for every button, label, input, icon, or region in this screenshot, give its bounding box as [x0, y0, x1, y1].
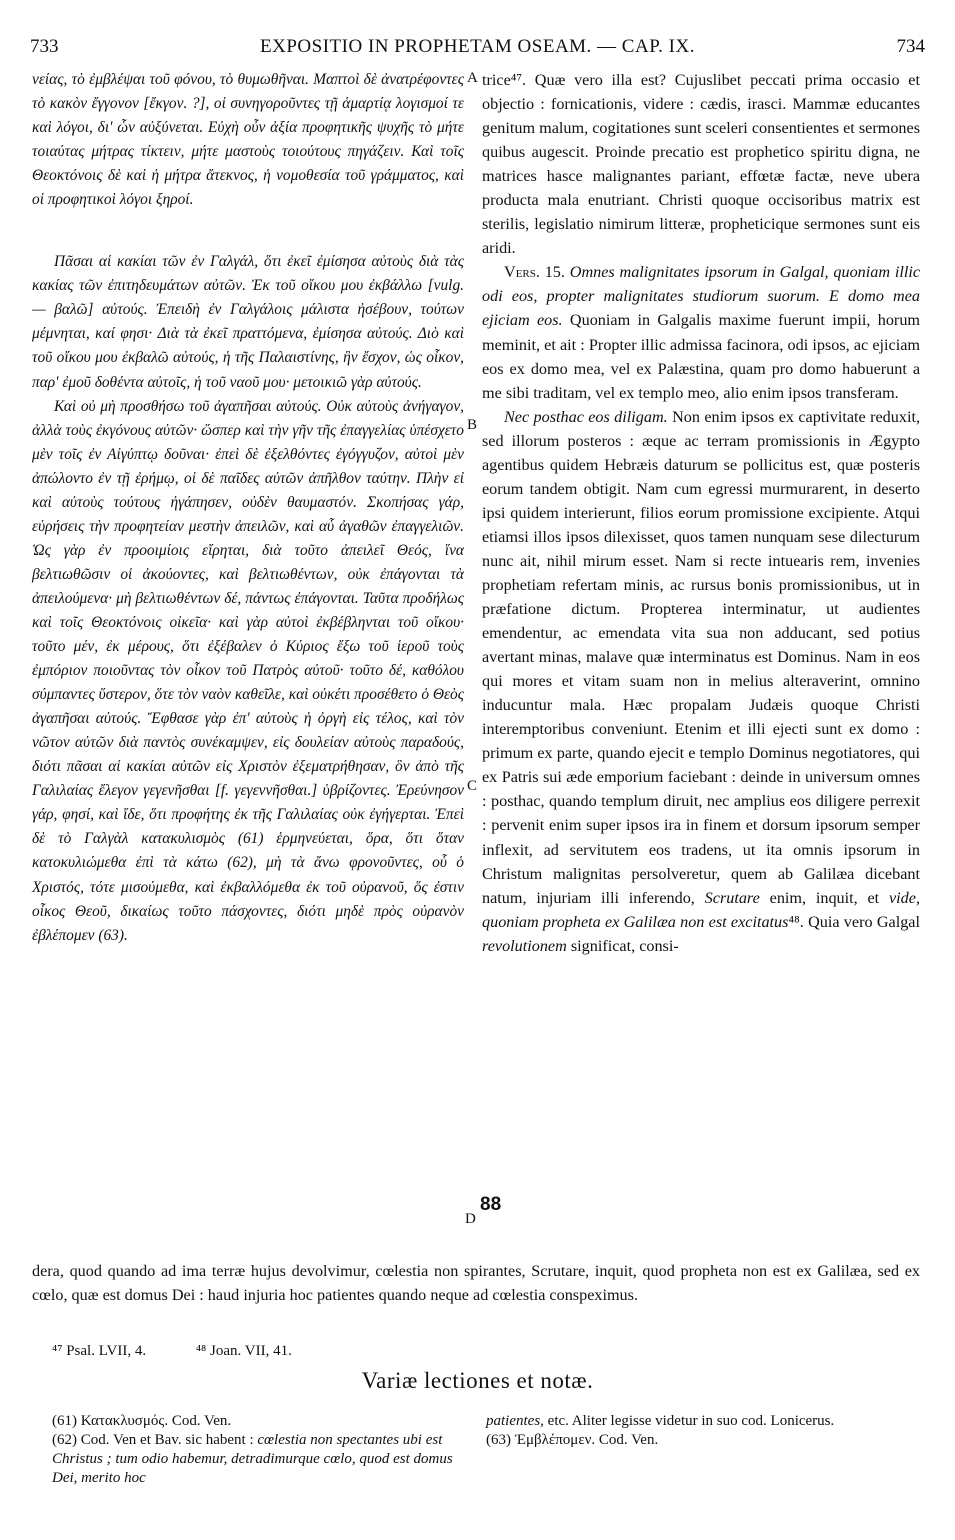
note-62-intro: (62) Cod. Ven et Bav. sic habent : [52, 1432, 254, 1448]
variae-lectiones-heading: Variæ lectiones et notæ. [361, 1368, 594, 1393]
note-62-quote: cœlestia non spectantes ubi est Christus ; tum odio habemur, detradimurque cœlo, quod est domus Dei, merito hoc [52, 1432, 453, 1486]
verse-commentary: Quoniam in Galgalis maxime fuerunt impii, horum meminit, et ait : Propter illic admissa facinora, odi ipsos, ac ejiciam eos ex domo mea, vel ex Palæstina, quam pro domo habuerunt a me sibi traditam, vel ex templo meo, alio enim ipsos transferam. [482, 311, 920, 402]
greek-paragraph-1: νείας, τὸ ἐμβλέψαι τοῦ φόνου, τὸ θυμωθῆναι. Μαπτοὶ δὲ ἀνατρέφοντες τὸ κακὸν ἔγγονον [ἔκγον. ?], οἱ συνηγοροῦντες τῇ ἁμαρτίᾳ λογισμοί τε καὶ λόγοι, δι' ὧν αὐξύνεται. Εὐχὴ οὖν ἀξία προφητικῆς ψυχῆς τὸ μήτε τοιαύτας μήτρας τίκτειν, μήτε μαστοὺς τοιούτους πηγάζειν. Καὶ τοῖς Θεοκτόνοις δὲ καὶ ἡ μήτρα ἄτεκνος, ἡ νομοθεσία τοῦ γράμματος, καὶ οἱ προφητικοὶ λόγοι ξηροί. [32, 71, 464, 209]
lemma-nec-posthac: Nec posthac eos diligam. [504, 407, 668, 426]
commentary-end: . Quia vero Galgal [799, 912, 920, 931]
column-number-marker: 88 [480, 1194, 502, 1215]
margin-letter-b: B [467, 417, 478, 433]
note-62-continued [486, 1412, 916, 1431]
latin-paragraph-2 [482, 260, 920, 404]
latin-paragraph-3 [482, 405, 920, 958]
word-revolutionem: revolutionem [482, 936, 567, 955]
quote-vide: vide, quoniam propheta ex Galilæa non est excitatus [482, 888, 921, 931]
note-62 [52, 1431, 462, 1488]
verse-label: Vers. 15. [504, 263, 565, 282]
footnote-47: ⁴⁷ Psal. LVII, 4. [52, 1343, 147, 1359]
footnotes [52, 1343, 338, 1360]
verse-lemma: Omnes malignitates ipsorum in Galgal, quoniam illic odi eos, propter malignitates studiorum suorum. E domo mea ejiciam eos. [482, 263, 921, 330]
continuation-text: dera, quod quando ad ima terræ hujus devolvimur, cœlestia non spirantes, Scrutare, inquit, quod propheta non est ex Galilæa, sed ex cœlo, quæ est domus Dei : haud injuria hoc patientes quando neque ad cœlestia conspeximus. [32, 1262, 920, 1304]
note-63: (63) Ἐμβλέπομεν. Cod. Ven. [486, 1432, 659, 1448]
greek-column [32, 68, 464, 948]
page-number-right: 734 [896, 36, 925, 57]
commentary-text: Non enim ipsos ex captivitate reduxit, sed illorum posteros : æque ac terram promissionis in Ægypto agentibus quidem Hebræis daturum se pollicitus est, quæ posteris eorum tandem obtigit. Nam cum egressi murmurarent, in deserto ipsi quidem interierunt, filios eorum promissione excipiente. Atqui etiamsi illos ipsos dilexisset, quos tamen nunquam sese dilecturum nunc ait, nihil mirum esset. Nam si recte intuearis rem, invenies prophetiam refertam minis, ac rursus bonis promissionibus, ut in præfatione dictum. Propterea interminatur, ut audientes emendentur, ac emendata vita sua non adducant, sed potius avertant minas, malave quæ interminatus est Dominus. Nam in eos qui mores et vitam suam non in melius alteraverint, omnino inducuntur mala. Hæc propalam Judæis quoque Christi interemptoribus conveniunt. Etenim et illi ejecti sunt ex domo : primum ex parte, quando ejecit e templo Dominus negotiatores, qui ex Patris sui æde emporium faciebant : deinde in universum omnes : posthac, quando templum diruit, nec amplius eos diligere perrexit : pervenit enim super ipsos ira in finem et dorsum ipsorum semper inflexit, ad servitutem eos tradens, ut ita omnis ipsorum in Christum malignitas persolveretur, quem ab Galilæa dicebant natum, injuriam illi inferendo, [482, 407, 921, 907]
margin-letter-a: A [467, 70, 478, 86]
footnote-ref-48: ⁴⁸ [788, 912, 800, 931]
fullwidth-continuation [32, 1259, 920, 1307]
notes-left-column [52, 1412, 462, 1488]
footnote-48: ⁴⁸ Joan. VII, 41. [195, 1343, 292, 1359]
latin-column [482, 68, 920, 958]
note-62-patientes: patientes, [486, 1413, 544, 1429]
commentary-last: significat, consi- [570, 936, 679, 955]
quote-scrutare: Scrutare [704, 888, 760, 907]
page-header [30, 36, 925, 60]
margin-letter-d: D [465, 1211, 476, 1227]
greek-paragraph-3: Καὶ οὐ μὴ προσθήσω τοῦ ἀγαπῆσαι αὐτούς. Οὐκ αὐτοὺς ἀνήγαγον, ἀλλὰ τοὺς ἐκγόνους αὐτῶν· ὥσπερ καὶ τὴν γῆν τῆς ἐπαγγελίας ὑπέσχετο μὲν τοῖς ἐν Αἰγύπτῳ δοῦναι· ἐπεὶ δὲ ἐξελθόντες ἐγόγγυζον, αὐτοὶ μὲν ἀπώλοντο ἐν τῇ ἐρήμῳ, οἱ δὲ παῖδες αὐτῶν ἀπῆλθον ταύτην. Πλὴν εἰ καὶ αὐτοὺς τούτους ἠγάπησεν, οὐδὲν θαυμαστόν. Σκοπήσας γάρ, εὑρήσεις τὴν προφητείαν μεστὴν ἀπειλῶν, καὶ αὖ ἀγαθῶν ἐπαγγελιῶν. Ὡς γὰρ ἐν προοιμίοις εἴρηται, διὰ τοῦτο ἀπειλεῖ Θεός, ἵνα βελτιωθῶσιν οἱ ἀκούοντες, καὶ βελτιωθέντων, οὐκ ἐπάγονται τὰ ἀπειλούμενα· μὴ βελτιωθέντων δέ, πάντως ἐπάγονται. Ταῦτα προδήλως καὶ τοῖς Θεοκτόνοις οἰκεῖα· καὶ γὰρ αὐτοὶ ἐκβέβληνται τοῦ οἴκου· τοῦτο μέν, ἐκ μέρους, ὅτι ἐξέβαλεν ὁ Κύριος ἔξω τοῦ ἱεροῦ τοὺς ἐμπόριον ποιοῦντας τὸν οἶκον τοῦ Πατρὸς αὐτοῦ· τοῦτο δέ, καθόλου σύμπαντες ὕστερον, ὅτε τὸν ναὸν καθεῖλε, καὶ οὐκέτι προσέθετο ὁ Θεὸς ἀγαπῆσαι αὐτούς. Ἔφθασε γὰρ ἐπ' αὐτοὺς ἡ ὀργὴ εἰς τέλος, καὶ τὸν νῶτον αὐτῶν διὰ παντὸς συνέκαμψεν, εἰς δουλείαν αὐτοὺς παραδούς, διότι πᾶσαι αἱ κακίαι αὐτῶν εἰς Χριστὸν ἐξεματρήθησαν, ὃν ἀπὸ τῆς Γαλιλαίας ἔλεγον γεγενῆσθαι [f. γεγεννῆσθαι.] ὑβρίζοντες. Ἐρεύνησον γάρ, φησί, καὶ ἴδε, ὅτι προφήτης ἐκ τῆς Γαλιλαίας οὐκ ἐγήγερται. Ἐπεὶ δὲ τὸ Γαλγὰλ κατακυλισμὸς (61) ἑρμηνεύεται, ὅρα, ὅτι ὅταν κατοκυλιώμεθα ἐπὶ τὰ κάτω (62), μὴ τὰ ἄνω φρονοῦντες, οὗ ὁ Χριστός, τότε μισούμεθα, καὶ ἐκβαλλόμεθα ἐκ τοῦ οὐρανοῦ, ὅς ἐστιν οἶκος Θεοῦ, δικαίως τοῦτο πάσχοντες, διότι μηδὲ πρὸς οὐρανὸν ἐβλέπομεν (63). [32, 397, 464, 944]
note-61: (61) Κατακλυσμός. Cod. Ven. [52, 1413, 232, 1429]
note-62-tail: etc. Aliter legisse videtur in suo cod. Lonicerus. [547, 1413, 835, 1429]
page-number-left: 733 [30, 36, 59, 57]
latin-paragraph-1: trice⁴⁷. Quæ vero illa est? Cujuslibet peccati prima occasio et objectio : fornicationis, videre : cædis, irasci. Mammæ educantes genitum malum, cogitationes sunt sceleri consentientes et sermones quibus augescit. Proinde precatio est prophetico spiritu digna, ne matrices hasce malignantes pariant, effœtæ factæ, neve ubera producta mala enutriant. Christi quoque occisoribus matrix est sterilis, legislatio nimirum litteræ, propheticique sermones sunt eis aridi. [482, 71, 920, 258]
commentary-mid: enim, inquit, et [769, 888, 880, 907]
greek-paragraph-2: Πᾶσαι αἱ κακίαι τῶν ἐν Γαλγάλ, ὅτι ἐκεῖ ἐμίσησα αὐτοὺς διὰ τὰς κακίας τῶν ἐπιτηδευμάτων αὐτῶν. Ἐκ τοῦ οἴκου μου ἐκβάλλω [vulg. — βαλῶ] αὐτούς. Ἐπειδὴ ἐν Γαλγάλοις μάλιστα ἠσέβουν, τούτων μέμνηται, καί φησι· Διὰ τὰ ἐκεῖ πραττόμενα, ἐμίσησα αὐτούς. Διὸ καὶ τοῦ οἴκου μου ἐκβαλῶ αὐτούς, ἡ τῆς Παλαιστίνης, ἣν ἔσχον, ὡς οἶκον, παρ' ἐμοῦ δοθέντα αὐτοῖς, ἡ τοῦ ναοῦ μου· μετοικιῶ γὰρ αὐτούς. [32, 253, 464, 391]
running-title: EXPOSITIO IN PROPHETAM OSEAM. — CAP. IX. [260, 36, 695, 57]
notes-right-column [486, 1412, 916, 1450]
margin-letter-c: C [467, 778, 478, 794]
